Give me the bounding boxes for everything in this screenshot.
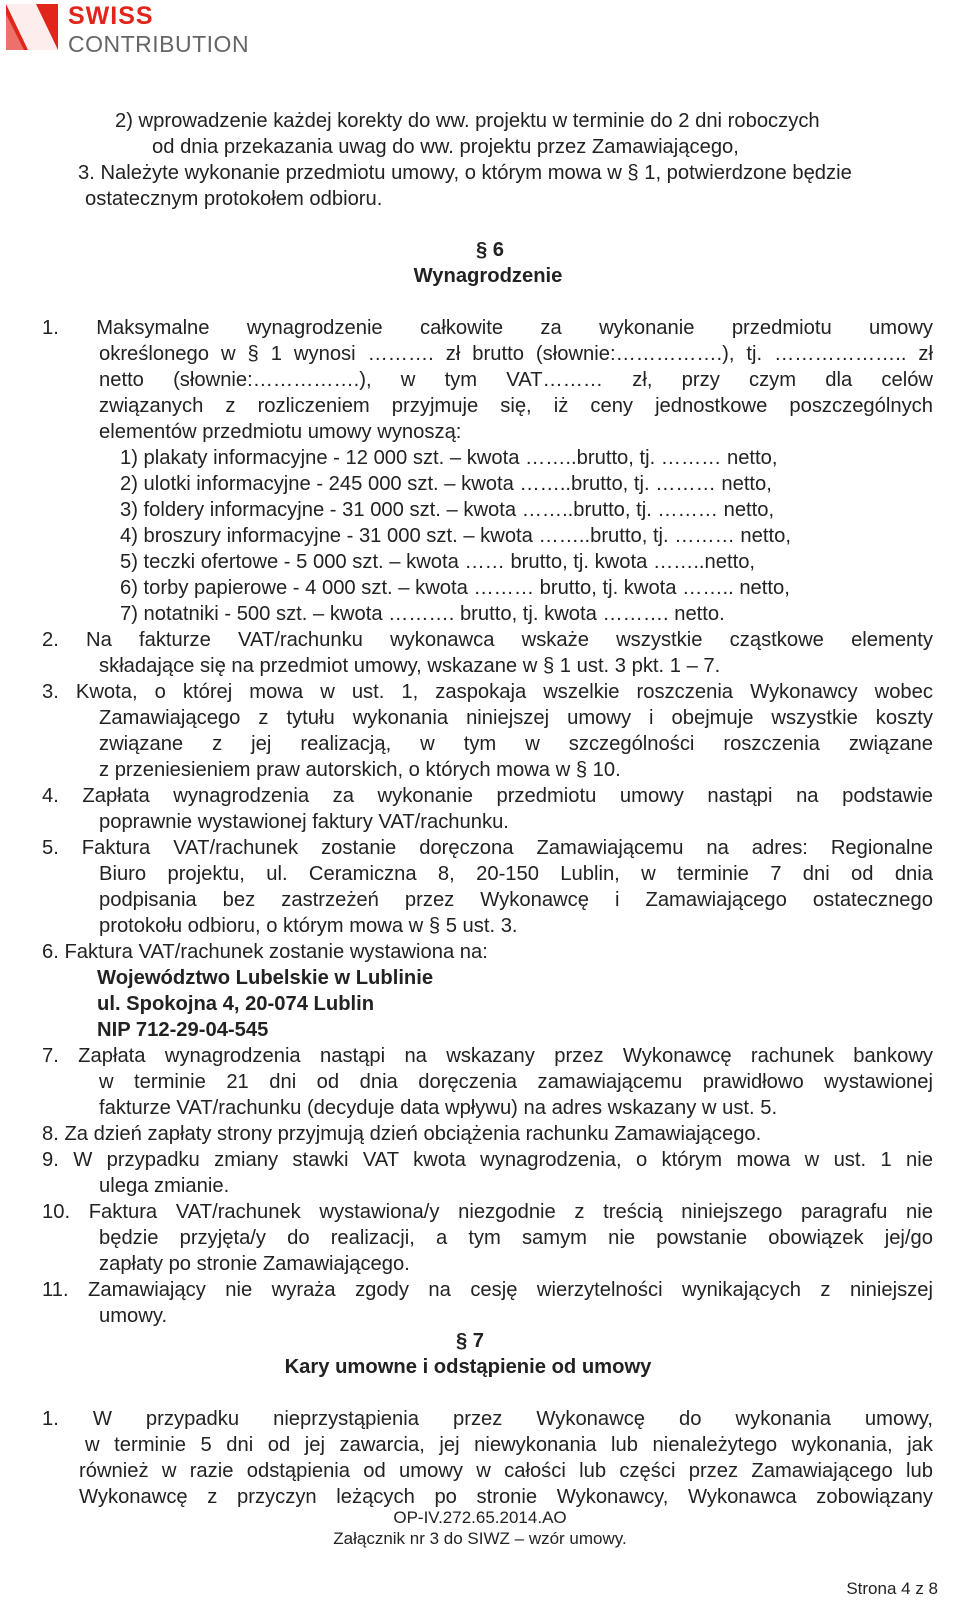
text-line: w terminie 5 dni od jej zawarcia, jej niewykonania lub nienależytego wykonania, jak (85, 1434, 933, 1456)
text-line: Wykonawcę z przyczyn leżących po stronie Wykonawcy, Wykonawca zobowiązany (79, 1486, 933, 1508)
page-number: Strona 4 z 8 (846, 1579, 938, 1598)
list-item: 5) teczki ofertowe - 5 000 szt. – kwota …… brutto, tj. kwota ……..netto, (120, 551, 756, 573)
text-line: z przeniesieniem praw autorskich, o których mowa w § 10. (99, 759, 621, 781)
text-line: będzie przyjęta/y do realizacji, a tym samym nie powstanie obowiązek jej/go (99, 1227, 933, 1249)
text-line: netto (słownie:…………….), w tym VAT……… zł, przy czym dla celów (99, 369, 933, 391)
text-line: fakturze VAT/rachunku (decyduje data wpływu) na adres wskazany w ust. 5. (99, 1097, 778, 1119)
text-line: 5. Faktura VAT/rachunek zostanie doręczona Zamawiającemu na adres: Regionalne (42, 837, 933, 859)
text-line: 8. Za dzień zapłaty strony przyjmują dzień obciążenia rachunku Zamawiającego. (42, 1123, 762, 1145)
text-line: związane z jej realizacją, w tym w szczególności roszczenia związane (99, 733, 933, 755)
text-line: 11. Zamawiający nie wyraża zgody na cesję wierzytelności wynikających z niniejszej (42, 1279, 933, 1301)
text-line: 3. Kwota, o której mowa w ust. 1, zaspokaja wszelkie roszczenia Wykonawcy wobec (42, 681, 933, 703)
list-item: 7) notatniki - 500 szt. – kwota ………. brutto, tj. kwota ………. netto. (120, 603, 725, 625)
text-line: zapłaty po stronie Zamawiającego. (99, 1253, 410, 1275)
list-item: 4) broszury informacyjne - 31 000 szt. – kwota ……..brutto, tj. ……… netto, (120, 525, 791, 547)
section-number: § 7 (455, 1330, 485, 1352)
footer-reference: OP-IV.272.65.2014.AO (393, 1508, 567, 1527)
text-line: również w razie odstąpienia od umowy w całości lub części przez Zamawiającego lub (79, 1460, 933, 1482)
swiss-contribution-logo (6, 2, 250, 57)
section-number: § 6 (475, 239, 505, 261)
text-line: umowy. (99, 1305, 168, 1327)
text-line: ulega zmianie. (99, 1175, 230, 1197)
invoice-recipient-nip: NIP 712-29-04-545 (97, 1019, 269, 1041)
text-line: 2. Na fakturze VAT/rachunku wykonawca wskaże wszystkie cząstkowe elementy (42, 629, 933, 651)
logo-line1: SWISS (68, 2, 154, 30)
text-line: 1. W przypadku nieprzystąpienia przez Wykonawcę do wykonania umowy, (42, 1408, 933, 1430)
text-line: 10. Faktura VAT/rachunek wystawiona/y niezgodnie z treścią niniejszego paragrafu nie (42, 1201, 933, 1223)
text-line: elementów przedmiotu umowy wynoszą: (99, 421, 462, 443)
text-line: protokołu odbioru, o którym mowa w § 5 ust. 3. (99, 915, 518, 937)
text-line: 6. Faktura VAT/rachunek zostanie wystawiona na: (42, 941, 488, 963)
text-line: 4. Zapłata wynagrodzenia za wykonanie przedmiotu umowy nastąpi na podstawie (42, 785, 933, 807)
invoice-recipient-address: ul. Spokojna 4, 20-074 Lublin (97, 993, 375, 1015)
list-item: 6) torby papierowe - 4 000 szt. – kwota ……… brutto, tj. kwota …….. netto, (120, 577, 790, 599)
invoice-recipient-name: Województwo Lubelskie w Lublinie (97, 967, 434, 989)
list-item: 1) plakaty informacyjne - 12 000 szt. – kwota ……..brutto, tj. ……… netto, (120, 447, 778, 469)
text-line: podpisania bez zastrzeżeń przez Wykonawcę i Zamawiającego ostatecznego (99, 889, 933, 911)
text-line: składające się na przedmiot umowy, wskazane w § 1 ust. 3 pkt. 1 – 7. (99, 655, 721, 677)
text-line: ostatecznym protokołem odbioru. (85, 188, 383, 210)
list-item: 3) foldery informacyjne - 31 000 szt. – kwota ……..brutto, tj. ……… netto, (120, 499, 775, 521)
text-line: 9. W przypadku zmiany stawki VAT kwota wynagrodzenia, o którym mowa w ust. 1 nie (42, 1149, 933, 1171)
footer-attachment: Załącznik nr 3 do SIWZ – wzór umowy. (333, 1529, 627, 1548)
logo-mark-icon (6, 4, 58, 50)
text-line: w terminie 21 dni od dnia doręczenia zamawiającemu prawidłowo wystawionej (99, 1071, 933, 1093)
text-line: określonego w § 1 wynosi ………. zł brutto (słownie:…………….), tj. ……………….. zł (99, 343, 933, 365)
text-line: 7. Zapłata wynagrodzenia nastąpi na wskazany przez Wykonawcę rachunek bankowy (42, 1045, 933, 1067)
list-item: 2) ulotki informacyjne - 245 000 szt. – kwota ……..brutto, tj. ……… netto, (120, 473, 772, 495)
logo-line2: CONTRIBUTION (68, 31, 250, 57)
text-line: 1. Maksymalne wynagrodzenie całkowite za wykonanie przedmiotu umowy (42, 317, 933, 339)
text-line: Biuro projektu, ul. Ceramiczna 8, 20-150 Lublin, w terminie 7 dni od dnia (99, 863, 933, 885)
text-line: Zamawiającego z tytułu wykonania niniejszej umowy i obejmuje wszystkie koszty (99, 707, 933, 729)
section-title: Wynagrodzenie (413, 265, 563, 287)
text-line: 2) wprowadzenie każdej korekty do ww. projektu w terminie do 2 dni roboczych (115, 110, 820, 132)
section-title: Kary umowne i odstąpienie od umowy (284, 1356, 652, 1378)
text-line: poprawnie wystawionej faktury VAT/rachunku. (99, 811, 509, 833)
text-line: 3. Należyte wykonanie przedmiotu umowy, o którym mowa w § 1, potwierdzone będzie (78, 162, 852, 184)
text-line: od dnia przekazania uwag do ww. projektu przez Zamawiającego, (152, 136, 739, 158)
text-line: związanych z rozliczeniem przyjmuje się, iż ceny jednostkowe poszczególnych (99, 395, 933, 417)
